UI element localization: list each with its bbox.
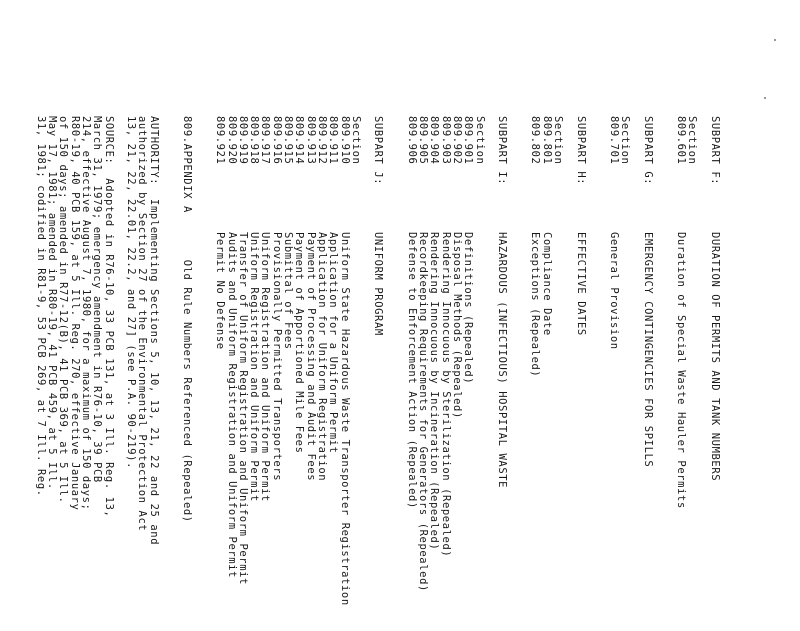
toc-row: 809.802 Exceptions (Repealed) xyxy=(529,116,542,378)
toc-row: 809.911 Application for a Uniform Permit xyxy=(327,116,340,454)
authority-line: 13, 21, 22, 22.01, 22.2, and 27] (see P.A. 90-219). xyxy=(125,116,138,469)
toc-row: 809.902 Disposal Methods (Repealed) xyxy=(450,116,463,419)
toc-row: 809.920 Audits and Uniform Registration and Uniform Permit xyxy=(225,116,238,579)
source-line: May 17, 1981; amended in R80-19, 41 PCB 459, at 5 Ill. xyxy=(46,116,59,490)
section-column-header: Section xyxy=(349,116,362,165)
section-column-header: Section xyxy=(552,116,565,165)
toc-row: 809.914 Payment of Apportioned Mile Fees xyxy=(293,116,306,454)
section-column-header: Section xyxy=(619,116,632,165)
source-line: March 31, 1979; emergency amendment in R76-10, 39 PCB xyxy=(91,116,104,483)
toc-row: 809.905 Recordkeeping Requirements for Generators (Repealed) xyxy=(417,116,430,592)
scan-speck xyxy=(764,97,766,99)
subpart-g-heading: SUBPART G:EMERGENCY CONTINGENCIES FOR SPILLS xyxy=(641,116,654,468)
source-line: R80-19, 40 PCB 159, at 5 Ill. Reg. 270, effective January xyxy=(68,116,81,511)
subpart-j-heading: SUBPART J:UNIFORM PROGRAM xyxy=(372,116,385,336)
toc-row: 809.913 Payment of Processing and Audit Fees xyxy=(304,116,317,482)
toc-row: 809.919 Transfer of Uniform Registration and Uniform Permit xyxy=(236,116,249,585)
authority-line: authorized by Section 27 of the Environmental Protection Act xyxy=(136,116,149,532)
toc-row: 809.917 Uniform Registration and Uniform Permit xyxy=(259,116,272,502)
toc-row: 809.906 Defense to Enforcement Action (Repealed) xyxy=(405,116,418,509)
source-line: SOURCE: Adopted in R76-10, 33 PCB 131, at 3 Ill. Reg. 13, xyxy=(102,116,115,518)
authority-line: AUTHORITY: Implementing Sections 5, 10, 13, 21, 22 and 25 and xyxy=(147,116,160,546)
section-column-header: Section xyxy=(686,116,699,165)
scan-speck xyxy=(774,39,776,41)
toc-row: 809.904 Rendering Innocuous by Incineration (Repealed) xyxy=(428,116,441,551)
toc-row: 809.701 General Provision xyxy=(607,116,620,350)
toc-row: 809.912 Application for Uniform Registration xyxy=(315,116,328,482)
appendix-entry: 809.APPENDIX A Old Rule Numbers Referenced (Repealed) xyxy=(181,116,194,523)
source-line: 214, effective August 7, 1980, for a maximum of 150 days; xyxy=(79,116,92,511)
source-line: of 150 days; amended in R77-12(B), 41 PCB 369, at 5 Ill. xyxy=(57,116,70,504)
subpart-i-heading: SUBPART I:HAZARDOUS (INFECTIOUS) HOSPITAL WASTE xyxy=(496,116,509,489)
toc-row: 809.918 Uniform Registration and Uniform Permit xyxy=(248,116,261,502)
toc-row: 809.915 Submittal of Fees xyxy=(282,116,295,350)
toc-row: 809.901 Definitions (Repealed) xyxy=(462,116,475,385)
source-line: 31, 1981; codified in R81-9, 53 PCB 269, at 7 Ill. Reg. xyxy=(34,116,47,497)
section-column-header: Section xyxy=(473,116,486,165)
subpart-h-heading: SUBPART H:EFFECTIVE DATES xyxy=(574,116,587,336)
toc-row: 809.910 Uniform State Hazardous Waste Transporter Registration xyxy=(338,116,351,606)
subpart-f-heading: SUBPART F:DURATION OF PERMITS AND TANK NUMBERS xyxy=(709,116,721,482)
toc-row: 809.601 Duration of Special Waste Hauler Permits xyxy=(675,116,688,509)
toc-row: 809.921 Permit No Defense xyxy=(214,116,227,350)
toc-row: 809.903 Rendering Innocuous by Sterilization (Repealed) xyxy=(439,116,452,558)
toc-row: 809.801 Compliance Date xyxy=(540,116,553,336)
rotated-page-content xyxy=(34,116,721,631)
toc-row: 809.916 Provisionally Permitted Transporters xyxy=(270,116,283,482)
